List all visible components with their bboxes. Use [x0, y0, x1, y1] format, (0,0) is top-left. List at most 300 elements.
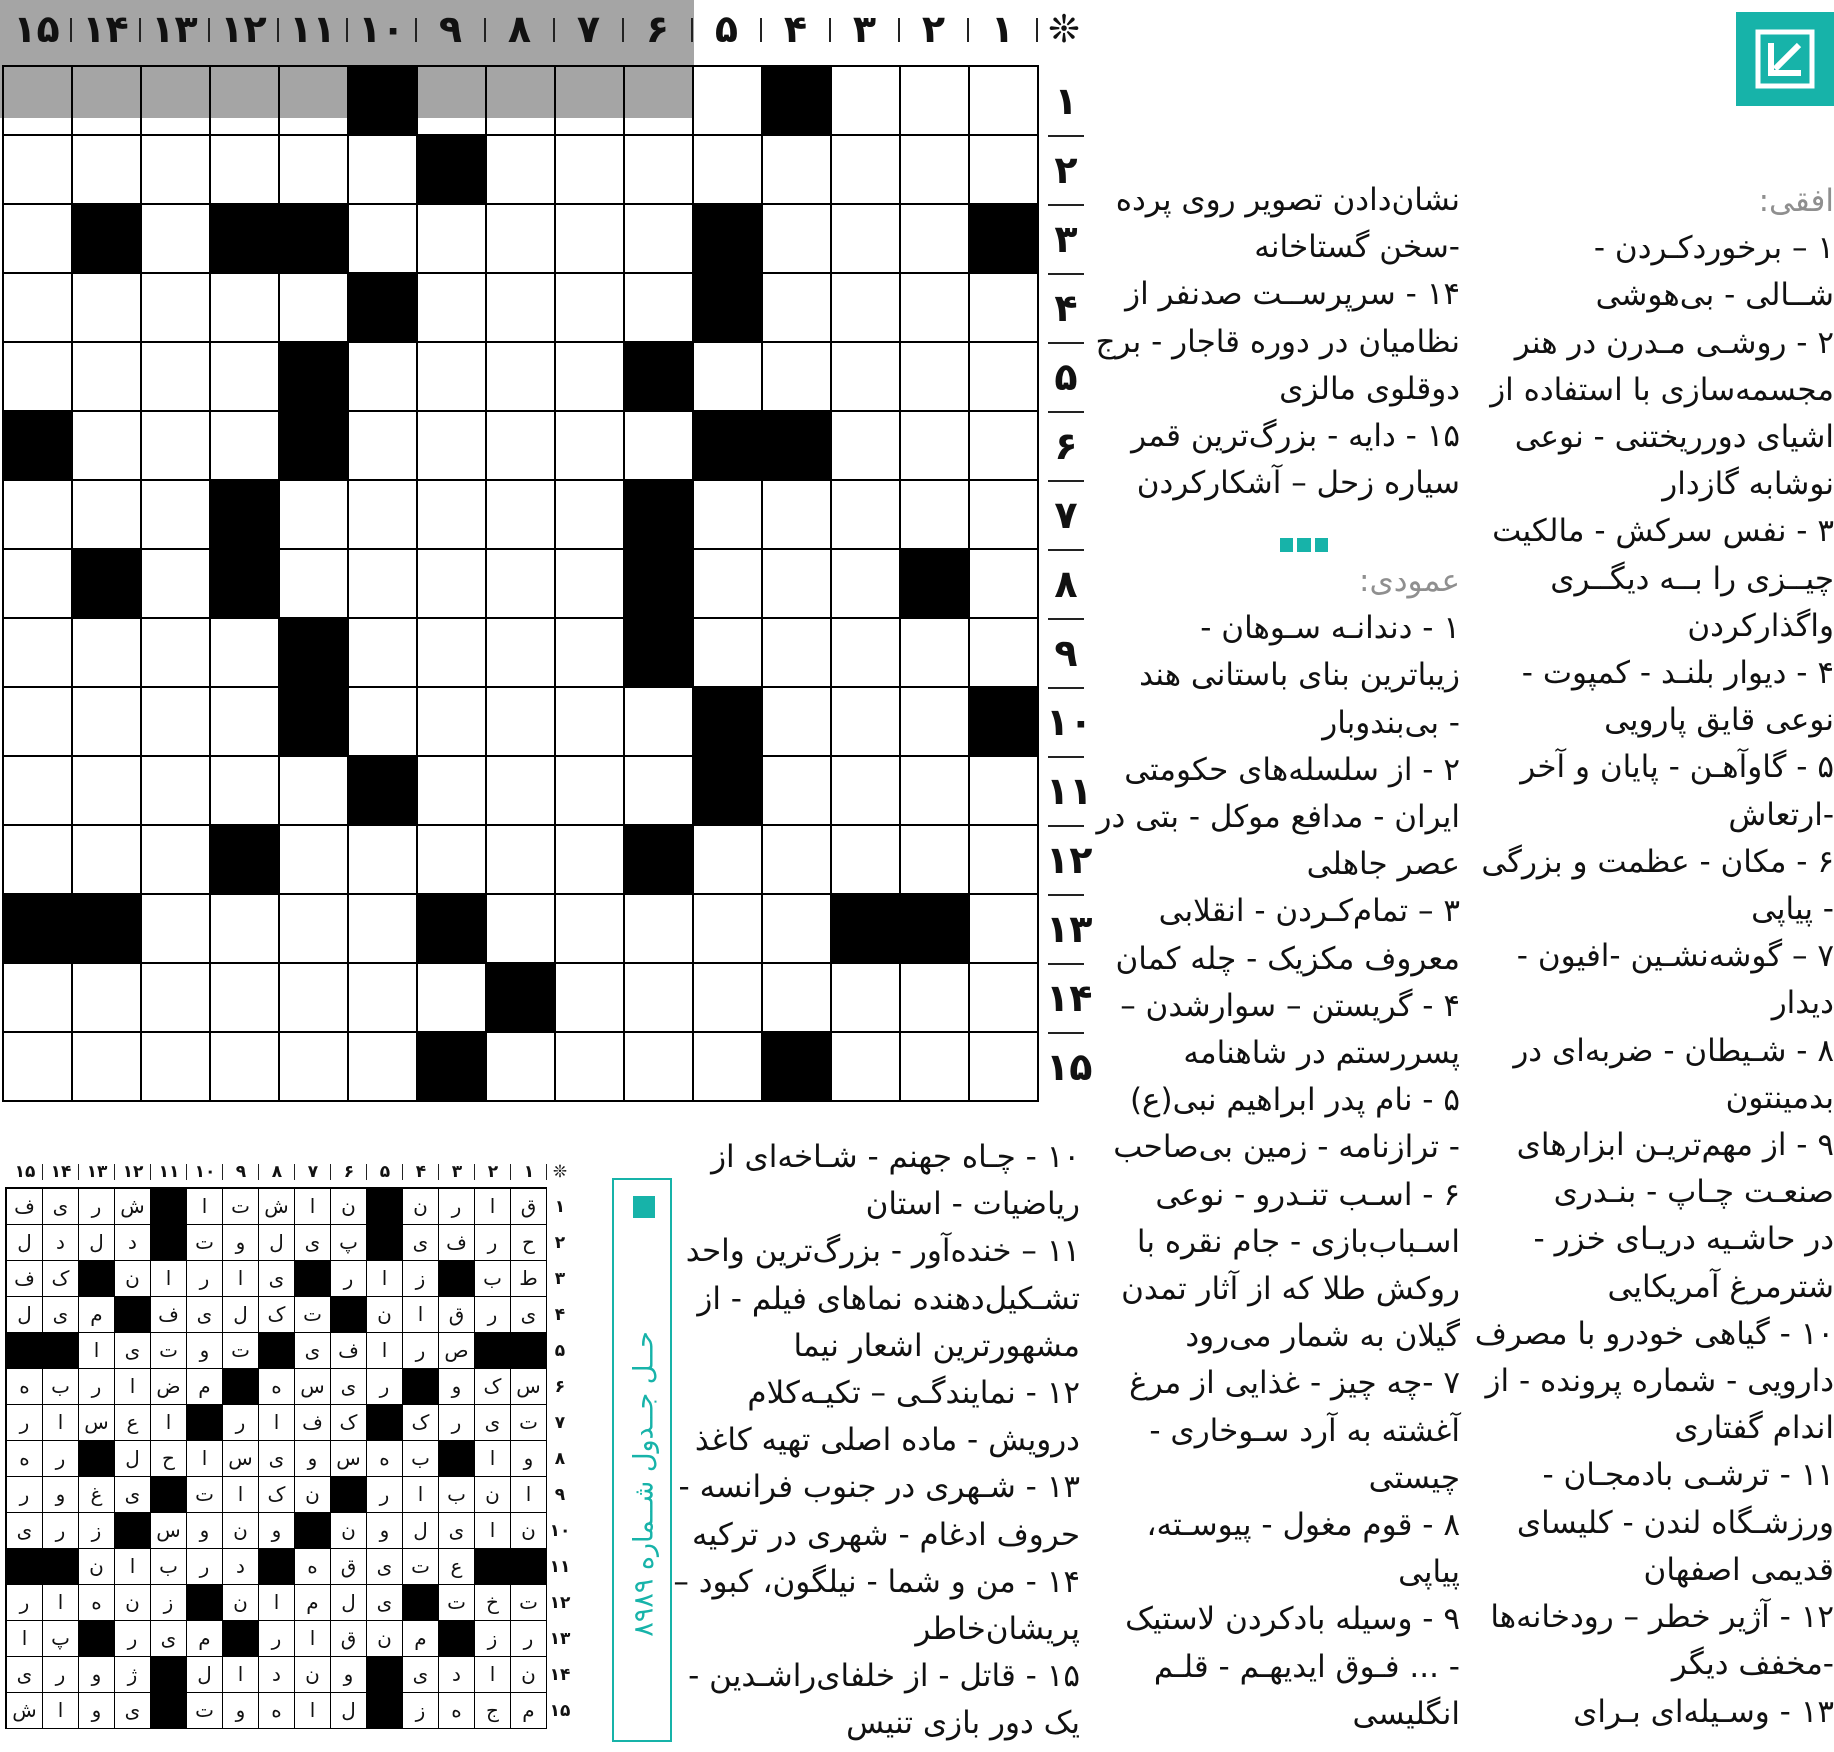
grid-cell[interactable] — [4, 343, 73, 412]
grid-cell[interactable] — [901, 964, 970, 1033]
grid-cell[interactable] — [556, 274, 625, 343]
black-cell — [349, 274, 418, 343]
crossword-logo-icon — [1755, 29, 1815, 89]
grid-cell[interactable] — [832, 481, 901, 550]
grid-cell[interactable] — [763, 619, 832, 688]
grid-cell[interactable] — [73, 136, 142, 205]
grid-cell[interactable] — [487, 205, 556, 274]
grid-cell[interactable] — [418, 757, 487, 826]
grid-cell[interactable] — [556, 205, 625, 274]
grid-cell[interactable] — [280, 757, 349, 826]
grid-cell[interactable] — [970, 619, 1039, 688]
grid-cell[interactable] — [694, 895, 763, 964]
grid-cell[interactable] — [763, 964, 832, 1033]
clue-line: ۸ - قوم مغول - پیوسـته، — [1146, 1507, 1460, 1544]
solution-black-cell — [259, 1333, 295, 1369]
grid-cell[interactable] — [901, 205, 970, 274]
grid-cell[interactable] — [694, 619, 763, 688]
clue-line: ۱۵ - قاتل - از خلفای‌راشـدین - — [688, 1658, 1080, 1695]
clue-line: روکش طلا که از آثار تمدن — [1121, 1271, 1460, 1308]
grid-cell[interactable] — [970, 136, 1039, 205]
grid-cell[interactable] — [349, 205, 418, 274]
solution-cell: ا — [43, 1405, 79, 1441]
solution-cell: ا — [475, 1441, 511, 1477]
grid-cell[interactable] — [694, 826, 763, 895]
grid-cell[interactable] — [487, 550, 556, 619]
black-cell — [418, 1033, 487, 1102]
solution-cell: ل — [7, 1225, 43, 1261]
grid-cell[interactable] — [4, 481, 73, 550]
grid-cell[interactable] — [556, 481, 625, 550]
row-separator — [1048, 825, 1084, 827]
grid-cell[interactable] — [556, 619, 625, 688]
grid-cell[interactable] — [211, 619, 280, 688]
row-separator — [1048, 756, 1084, 758]
grid-cell[interactable] — [832, 67, 901, 136]
clue-line: ۹ - وسیله بادکردن لاستیک — [1125, 1601, 1460, 1638]
grid-cell[interactable] — [73, 964, 142, 1033]
grid-cell[interactable] — [211, 343, 280, 412]
grid-cell[interactable] — [694, 481, 763, 550]
grid-cell[interactable] — [901, 1033, 970, 1102]
solution-cell: ک — [475, 1369, 511, 1405]
grid-cell[interactable] — [901, 67, 970, 136]
grid-cell[interactable] — [211, 67, 280, 136]
grid-cell[interactable] — [4, 67, 73, 136]
solution-cell: س — [79, 1405, 115, 1441]
grid-cell[interactable] — [625, 205, 694, 274]
column-separator — [760, 18, 762, 42]
grid-cell[interactable] — [418, 205, 487, 274]
grid-cell[interactable] — [763, 757, 832, 826]
clue-line: یک دور بازی تنیس — [846, 1705, 1080, 1742]
grid-cell[interactable] — [901, 826, 970, 895]
grid-cell[interactable] — [280, 481, 349, 550]
grid-cell[interactable] — [349, 826, 418, 895]
grid-cell[interactable] — [763, 481, 832, 550]
solution-cell: ر — [403, 1333, 439, 1369]
grid-cell[interactable] — [418, 481, 487, 550]
grid-cell[interactable] — [487, 895, 556, 964]
grid-cell[interactable] — [280, 826, 349, 895]
grid-cell[interactable] — [4, 1033, 73, 1102]
solution-cell: ح — [151, 1441, 187, 1477]
grid-cell[interactable] — [211, 412, 280, 481]
solution-cell: ر — [475, 1225, 511, 1261]
grid-cell[interactable] — [832, 688, 901, 757]
solution-cell: ر — [79, 1369, 115, 1405]
grid-cell[interactable] — [970, 1033, 1039, 1102]
grid-cell[interactable] — [556, 412, 625, 481]
grid-cell[interactable] — [280, 895, 349, 964]
row-number: ۴ — [1054, 286, 1078, 330]
solution-cell: م — [79, 1297, 115, 1333]
solution-black-cell — [223, 1369, 259, 1405]
clue-line: - ترازنامه - زمین بی‌صاحب — [1113, 1129, 1460, 1166]
clue-line: ۱۳ - وسـیله‌ای بـرای — [1573, 1693, 1834, 1730]
column-separator — [553, 18, 555, 42]
grid-cell[interactable] — [418, 412, 487, 481]
solution-cell: ر — [367, 1369, 403, 1405]
grid-cell[interactable] — [73, 67, 142, 136]
grid-cell[interactable] — [142, 619, 211, 688]
black-cell — [970, 205, 1039, 274]
grid-cell[interactable] — [970, 274, 1039, 343]
solution-column-separator — [222, 1164, 223, 1180]
grid-cell[interactable] — [487, 343, 556, 412]
grid-cell[interactable] — [349, 895, 418, 964]
solution-cell: ک — [331, 1405, 367, 1441]
grid-cell[interactable] — [970, 481, 1039, 550]
clue-line: ۴ - دیوار بلنـد - کمپوت - — [1521, 655, 1834, 692]
grid-cell[interactable] — [142, 550, 211, 619]
grid-cell[interactable] — [832, 343, 901, 412]
solution-black-cell — [79, 1621, 115, 1657]
grid-cell[interactable] — [487, 757, 556, 826]
clue-line: نوشابه گازدار — [1662, 466, 1834, 503]
grid-cell[interactable] — [694, 136, 763, 205]
solution-cell: ه — [259, 1693, 295, 1729]
grid-cell[interactable] — [832, 274, 901, 343]
black-cell — [211, 205, 280, 274]
grid-cell[interactable] — [694, 550, 763, 619]
grid-cell[interactable] — [142, 895, 211, 964]
grid-cell[interactable] — [73, 274, 142, 343]
grid-cell[interactable] — [832, 619, 901, 688]
grid-cell[interactable] — [280, 274, 349, 343]
solution-cell: ن — [475, 1477, 511, 1513]
grid-cell[interactable] — [142, 964, 211, 1033]
grid-cell[interactable] — [970, 964, 1039, 1033]
grid-cell[interactable] — [694, 343, 763, 412]
grid-cell[interactable] — [142, 343, 211, 412]
solution-column-separator — [294, 1164, 295, 1180]
solution-black-cell — [367, 1657, 403, 1693]
clue-line: ۱۳ - شـهری در جنوب فرانسه - — [678, 1469, 1080, 1506]
grid-cell[interactable] — [625, 274, 694, 343]
grid-cell[interactable] — [625, 964, 694, 1033]
grid-cell[interactable] — [4, 274, 73, 343]
grid-cell[interactable] — [832, 205, 901, 274]
grid-cell[interactable] — [73, 688, 142, 757]
grid-cell[interactable] — [73, 1033, 142, 1102]
grid-cell[interactable] — [142, 205, 211, 274]
grid-cell[interactable] — [832, 412, 901, 481]
solution-black-cell — [439, 1441, 475, 1477]
grid-cell[interactable] — [142, 688, 211, 757]
clue-line: ۵ - نام پدر ابراهیم نبی(ع) — [1129, 1082, 1460, 1119]
grid-cell[interactable] — [4, 619, 73, 688]
grid-cell[interactable] — [901, 343, 970, 412]
grid-cell[interactable] — [4, 826, 73, 895]
grid-cell[interactable] — [970, 343, 1039, 412]
grid-cell[interactable] — [280, 67, 349, 136]
grid-cell[interactable] — [349, 412, 418, 481]
solution-cell: ی — [151, 1621, 187, 1657]
grid-cell[interactable] — [763, 343, 832, 412]
clue-column-middle-top — [1095, 177, 1460, 507]
black-cell — [418, 136, 487, 205]
grid-cell[interactable] — [625, 412, 694, 481]
black-cell — [763, 67, 832, 136]
grid-cell[interactable] — [763, 205, 832, 274]
grid-cell[interactable] — [73, 619, 142, 688]
grid-cell[interactable] — [556, 826, 625, 895]
grid-cell[interactable] — [556, 136, 625, 205]
grid-cell[interactable] — [763, 826, 832, 895]
solution-cell: ا — [295, 1189, 331, 1225]
grid-cell[interactable] — [280, 1033, 349, 1102]
black-cell — [832, 895, 901, 964]
grid-cell[interactable] — [211, 274, 280, 343]
grid-cell[interactable] — [142, 274, 211, 343]
grid-cell[interactable] — [418, 964, 487, 1033]
grid-cell[interactable] — [418, 826, 487, 895]
grid-cell[interactable] — [763, 550, 832, 619]
grid-cell[interactable] — [4, 205, 73, 274]
clue-line: ۲ - از سلسله‌های حکومتی — [1124, 751, 1460, 788]
grid-cell[interactable] — [418, 688, 487, 757]
grid-cell[interactable] — [556, 67, 625, 136]
grid-cell[interactable] — [4, 757, 73, 826]
row-number: ۱۲ — [1046, 838, 1093, 882]
solution-cell: س — [151, 1513, 187, 1549]
grid-cell[interactable] — [211, 688, 280, 757]
grid-cell[interactable] — [4, 136, 73, 205]
grid-cell[interactable] — [349, 550, 418, 619]
solution-cell: ر — [43, 1657, 79, 1693]
grid-cell[interactable] — [349, 964, 418, 1033]
grid-cell[interactable] — [418, 343, 487, 412]
solution-cell: ا — [187, 1441, 223, 1477]
grid-cell[interactable] — [832, 136, 901, 205]
grid-cell[interactable] — [970, 895, 1039, 964]
grid-cell[interactable] — [832, 757, 901, 826]
solution-cell: ا — [151, 1405, 187, 1441]
grid-cell[interactable] — [556, 1033, 625, 1102]
grid-cell[interactable] — [487, 826, 556, 895]
grid-cell[interactable] — [832, 550, 901, 619]
grid-cell[interactable] — [763, 274, 832, 343]
grid-cell[interactable] — [970, 757, 1039, 826]
clue-line: ۷ -چه چیز - غذایی از مرغ — [1129, 1365, 1460, 1402]
black-cell — [625, 550, 694, 619]
grid-cell[interactable] — [418, 550, 487, 619]
clue-line: صنعـت چـاپ - بنـدری — [1553, 1174, 1834, 1211]
grid-cell[interactable] — [73, 757, 142, 826]
solution-cell: ا — [403, 1477, 439, 1513]
black-cell — [280, 619, 349, 688]
black-cell — [901, 895, 970, 964]
solution-cell: ج — [475, 1693, 511, 1729]
column-number: ۱۴ — [82, 7, 129, 51]
solution-row-number: ۷ — [554, 1413, 566, 1433]
solution-cell: ص — [439, 1333, 475, 1369]
grid-cell[interactable] — [970, 412, 1039, 481]
grid-cell[interactable] — [487, 274, 556, 343]
solution-cell: ز — [403, 1261, 439, 1297]
solution-cell: و — [511, 1441, 547, 1477]
grid-cell[interactable] — [349, 688, 418, 757]
solution-cell: ت — [223, 1333, 259, 1369]
row-number: ۱۳ — [1046, 907, 1093, 951]
solution-cell: ت — [187, 1693, 223, 1729]
black-cell — [211, 481, 280, 550]
grid-cell[interactable] — [211, 895, 280, 964]
solution-cell: ی — [259, 1261, 295, 1297]
column-number: ۱۱ — [289, 7, 336, 51]
grid-cell[interactable] — [487, 136, 556, 205]
grid-cell[interactable] — [418, 274, 487, 343]
black-cell — [73, 205, 142, 274]
grid-cell[interactable] — [4, 688, 73, 757]
solution-logo-icon — [633, 1196, 655, 1218]
grid-cell[interactable] — [970, 550, 1039, 619]
grid-cell[interactable] — [694, 67, 763, 136]
grid-cell[interactable] — [901, 688, 970, 757]
grid-cell[interactable] — [901, 619, 970, 688]
column-number: ۹ — [438, 7, 463, 51]
grid-cell[interactable] — [142, 826, 211, 895]
black-cell — [694, 205, 763, 274]
grid-cell[interactable] — [763, 688, 832, 757]
row-separator — [1048, 135, 1084, 137]
grid-cell[interactable] — [901, 481, 970, 550]
grid-cell[interactable] — [832, 964, 901, 1033]
grid-cell[interactable] — [901, 412, 970, 481]
grid-cell[interactable] — [211, 757, 280, 826]
grid-cell[interactable] — [901, 757, 970, 826]
grid-cell[interactable] — [349, 343, 418, 412]
grid-cell[interactable] — [625, 895, 694, 964]
clue-line: تشـکیل‌دهنده نماهای فیلم - از — [697, 1280, 1080, 1317]
grid-cell[interactable] — [142, 1033, 211, 1102]
clue-line: ورزشـگاه لندن - کلیسای — [1516, 1504, 1834, 1541]
solution-cell: ز — [403, 1693, 439, 1729]
grid-cell[interactable] — [487, 412, 556, 481]
grid-cell[interactable] — [211, 964, 280, 1033]
page-title: جدول ۸۹۹۰ — [1490, 22, 1722, 78]
grid-cell[interactable] — [142, 136, 211, 205]
grid-cell[interactable] — [487, 481, 556, 550]
grid-cell[interactable] — [142, 67, 211, 136]
column-separator — [898, 18, 900, 42]
grid-cell[interactable] — [694, 964, 763, 1033]
grid-cell[interactable] — [211, 136, 280, 205]
grid-cell[interactable] — [625, 67, 694, 136]
grid-cell[interactable] — [487, 619, 556, 688]
clue-line: بدمینتون — [1725, 1079, 1834, 1116]
grid-cell[interactable] — [73, 343, 142, 412]
grid-cell[interactable] — [487, 1033, 556, 1102]
solution-cell: م — [187, 1369, 223, 1405]
grid-cell[interactable] — [763, 895, 832, 964]
black-cell — [211, 550, 280, 619]
grid-cell[interactable] — [625, 757, 694, 826]
grid-cell[interactable] — [487, 67, 556, 136]
grid-cell[interactable] — [73, 481, 142, 550]
grid-cell[interactable] — [556, 688, 625, 757]
solution-column-separator — [510, 1164, 511, 1180]
solution-cell: ل — [7, 1297, 43, 1333]
solution-column-number: ۱۵ — [14, 1162, 36, 1182]
solution-black-cell — [7, 1549, 43, 1585]
black-cell — [625, 826, 694, 895]
clue-line: واگذارکردن — [1687, 607, 1834, 644]
grid-cell[interactable] — [418, 619, 487, 688]
solution-label: حــل جــدول شــماره ۸۹۸۹ — [628, 1331, 660, 1637]
grid-cell[interactable] — [142, 481, 211, 550]
grid-cell[interactable] — [625, 1033, 694, 1102]
grid-cell[interactable] — [970, 826, 1039, 895]
grid-cell[interactable] — [142, 412, 211, 481]
solution-row-number: ۹ — [554, 1485, 566, 1505]
grid-cell[interactable] — [556, 895, 625, 964]
grid-cell[interactable] — [349, 1033, 418, 1102]
grid-cell[interactable] — [487, 688, 556, 757]
clue-line: زیباترین بنای باستانی هند — [1139, 657, 1460, 694]
solution-cell: د — [223, 1549, 259, 1585]
grid-cell[interactable] — [4, 550, 73, 619]
grid-cell[interactable] — [280, 550, 349, 619]
solution-column-separator — [42, 1164, 43, 1180]
grid-cell[interactable] — [625, 136, 694, 205]
clue-line: ۹ - از مهم‌تریـن ابزارهای — [1516, 1127, 1834, 1164]
solution-cell: ه — [79, 1585, 115, 1621]
grid-cell[interactable] — [349, 619, 418, 688]
grid-cell[interactable] — [556, 964, 625, 1033]
grid-cell[interactable] — [73, 412, 142, 481]
grid-cell[interactable] — [280, 964, 349, 1033]
grid-cell[interactable] — [73, 826, 142, 895]
row-separator — [1048, 549, 1084, 551]
grid-cell[interactable] — [418, 67, 487, 136]
grid-cell[interactable] — [901, 274, 970, 343]
solution-cell: ن — [115, 1585, 151, 1621]
grid-cell[interactable] — [556, 550, 625, 619]
solution-row-number: ۱۵ — [549, 1701, 571, 1721]
solution-black-cell — [367, 1405, 403, 1441]
grid-cell[interactable] — [211, 1033, 280, 1102]
solution-column-number: ۳ — [451, 1162, 463, 1182]
grid-cell[interactable] — [694, 1033, 763, 1102]
solution-cell: ر — [511, 1621, 547, 1657]
grid-cell[interactable] — [832, 1033, 901, 1102]
grid-cell[interactable] — [4, 964, 73, 1033]
solution-cell: ا — [7, 1621, 43, 1657]
solution-cell: ن — [79, 1549, 115, 1585]
grid-cell[interactable] — [901, 136, 970, 205]
black-cell — [280, 343, 349, 412]
grid-cell[interactable] — [349, 481, 418, 550]
solution-cell: ا — [259, 1585, 295, 1621]
solution-cell: ن — [331, 1189, 367, 1225]
grid-cell[interactable] — [832, 826, 901, 895]
grid-cell[interactable] — [625, 688, 694, 757]
grid-cell[interactable] — [556, 757, 625, 826]
grid-cell[interactable] — [556, 343, 625, 412]
grid-cell[interactable] — [280, 136, 349, 205]
solution-cell: ر — [367, 1477, 403, 1513]
grid-cell[interactable] — [142, 757, 211, 826]
grid-cell[interactable] — [970, 67, 1039, 136]
grid-cell[interactable] — [349, 136, 418, 205]
solution-column-number: ۱۴ — [50, 1162, 72, 1182]
solution-cell: ر — [223, 1405, 259, 1441]
solution-black-cell — [439, 1261, 475, 1297]
grid-cell[interactable] — [763, 136, 832, 205]
solution-cell: ر — [43, 1441, 79, 1477]
